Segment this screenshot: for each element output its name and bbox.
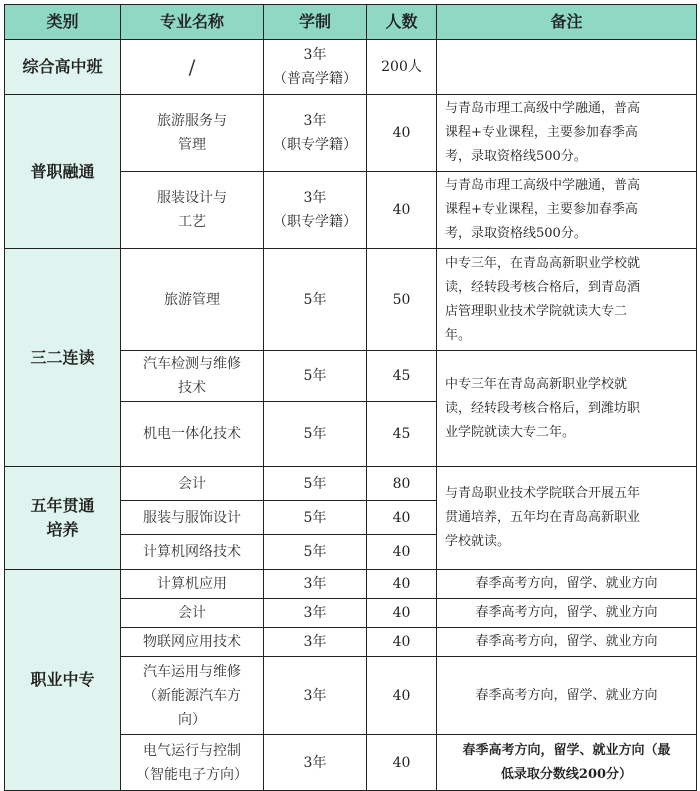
count-cell: 50 — [367, 249, 437, 351]
major-line: 向） — [178, 711, 206, 728]
major-line: 管理 — [178, 137, 206, 153]
table-row — [5, 467, 697, 501]
duration-cell: 5年 — [264, 351, 367, 402]
remarks-line: 年。 — [445, 327, 472, 343]
duration-cell: 5年 — [264, 535, 367, 570]
remarks-line: 课程+专业课程，主要参加春季高 — [445, 125, 638, 140]
duration-cell: 5年 — [264, 402, 367, 467]
count-cell: 80 — [367, 467, 437, 501]
remarks-cell — [437, 172, 697, 249]
category-cell: 三二连读 — [5, 249, 121, 467]
remarks-line: 中专三年，在青岛高新职业学校就 — [445, 255, 641, 271]
remarks-cell — [437, 249, 697, 351]
remarks-line: 低录取分数线200分） — [500, 766, 633, 782]
table-row — [5, 570, 697, 599]
remarks-cell: 春季高考方向，留学、就业方向 — [437, 570, 697, 599]
major-cell: 会计 — [121, 599, 264, 628]
remarks-line: 读，经转段考核合格后，到青岛酒 — [445, 279, 641, 295]
major-line: 旅游服务与 — [157, 113, 227, 129]
duration-status: （职专学籍） — [273, 137, 357, 153]
major-line: （智能电子方向） — [136, 766, 248, 783]
major-cell: 会计 — [121, 467, 264, 501]
count-cell: 40 — [367, 570, 437, 599]
remarks-cell — [437, 40, 697, 95]
table-row — [5, 249, 697, 351]
duration-cell: 5年 — [264, 467, 367, 501]
duration-status: （普高学籍） — [273, 71, 357, 87]
enrollment-plan-table-wrapper — [4, 4, 697, 791]
count-cell: 45 — [367, 402, 437, 467]
header-count: 人数 — [367, 5, 437, 40]
count-cell: 40 — [367, 501, 437, 535]
count-cell: 40 — [367, 535, 437, 570]
count-cell: 200人 — [367, 40, 437, 95]
count-cell: 45 — [367, 351, 437, 402]
duration-years: 3年 — [303, 113, 327, 129]
category-cell: 综合高中班 — [5, 40, 121, 95]
remarks-line: 店管理职业技术学院就读大专二 — [445, 303, 628, 319]
major-line: 服装设计与 — [157, 190, 227, 206]
major-cell — [121, 735, 264, 791]
major-cell: 旅游管理 — [121, 249, 264, 351]
remarks-cell: 春季高考方向，留学、就业方向 — [437, 628, 697, 657]
duration-cell: 3年 — [264, 599, 367, 628]
major-cell: 机电一体化技术 — [121, 402, 264, 467]
header-duration: 学制 — [264, 5, 367, 40]
major-cell: 计算机网络技术 — [121, 535, 264, 570]
major-line: 电气运行与控制 — [143, 742, 241, 759]
count-cell: 40 — [367, 172, 437, 249]
duration-cell — [264, 40, 367, 95]
major-cell: 物联网应用技术 — [121, 628, 264, 657]
major-line: 技术 — [178, 380, 206, 396]
major-cell — [121, 351, 264, 402]
major-cell: 服装与服饰设计 — [121, 501, 264, 535]
count-cell: 40 — [367, 735, 437, 791]
remarks-line: 考，录取资格线500分。 — [445, 149, 587, 164]
duration-cell — [264, 172, 367, 249]
remarks-line: 春季高考方向，留学、就业方向（最 — [462, 742, 671, 758]
remarks-cell — [437, 735, 697, 791]
duration-cell: 3年 — [264, 628, 367, 657]
count-cell: 40 — [367, 657, 437, 735]
header-category: 类别 — [5, 5, 121, 40]
header-row — [5, 5, 697, 40]
remarks-line: 与青岛市理工高级中学融通，普高 — [445, 178, 641, 193]
duration-status: （职专学籍） — [273, 214, 357, 230]
duration-years: 3年 — [303, 190, 327, 206]
remarks-line: 中专三年在青岛高新职业学校就 — [445, 376, 628, 392]
major-cell: 计算机应用 — [121, 570, 264, 599]
category-cell: 普职融通 — [5, 95, 121, 249]
count-cell: 40 — [367, 599, 437, 628]
duration-years: 3年 — [303, 47, 327, 63]
remarks-line: 与青岛市理工高级中学融通，普高 — [445, 101, 641, 116]
header-major: 专业名称 — [121, 5, 264, 40]
category-line: 培养 — [46, 520, 79, 539]
major-cell — [121, 172, 264, 249]
duration-cell: 3年 — [264, 735, 367, 791]
duration-cell — [264, 95, 367, 172]
enrollment-plan-table — [4, 4, 697, 791]
major-line: 汽车运用与维修 — [143, 663, 241, 680]
table-row — [5, 40, 697, 95]
remarks-cell — [437, 95, 697, 172]
category-line: 五年贯通 — [30, 496, 95, 515]
remarks-cell — [437, 351, 697, 467]
major-line: 汽车检测与维修 — [143, 356, 241, 372]
duration-cell: 5年 — [264, 501, 367, 535]
remarks-line: 业学院就读大专二年。 — [445, 424, 576, 440]
remarks-line: 读，经转段考核合格后，到潍坊职 — [445, 400, 641, 416]
remarks-cell: 春季高考方向，留学、就业方向 — [437, 657, 697, 735]
remarks-line: 贯通培养，五年均在青岛高新职业 — [445, 510, 641, 525]
header-remarks: 备注 — [437, 5, 697, 40]
major-cell: / — [121, 40, 264, 95]
category-cell: 职业中专 — [5, 570, 121, 791]
remarks-line: 学校就读。 — [445, 534, 511, 549]
remarks-cell: 春季高考方向，留学、就业方向 — [437, 599, 697, 628]
duration-cell: 5年 — [264, 249, 367, 351]
remarks-line: 与青岛职业技术学院联合开展五年 — [445, 486, 641, 501]
duration-cell: 3年 — [264, 570, 367, 599]
remarks-line: 课程+专业课程，主要参加春季高 — [445, 202, 638, 217]
count-cell: 40 — [367, 95, 437, 172]
major-line: （新能源汽车方 — [143, 687, 241, 704]
table-row — [5, 95, 697, 172]
major-line: 工艺 — [178, 214, 206, 230]
duration-cell: 3年 — [264, 657, 367, 735]
category-cell — [5, 467, 121, 570]
count-cell: 40 — [367, 628, 437, 657]
remarks-cell — [437, 467, 697, 570]
major-cell — [121, 95, 264, 172]
remarks-line: 考，录取资格线500分。 — [445, 226, 587, 241]
major-cell — [121, 657, 264, 735]
